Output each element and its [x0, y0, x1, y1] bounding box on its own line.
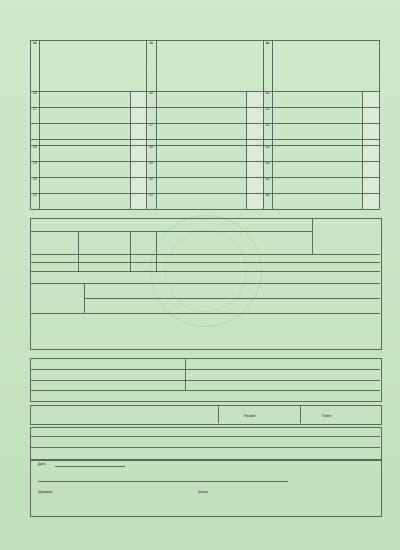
col-header	[156, 41, 263, 92]
item-result[interactable]	[130, 193, 147, 209]
item-number: 21.	[31, 193, 40, 209]
col-no: №	[31, 41, 40, 92]
item-text	[40, 91, 130, 107]
item-result[interactable]	[246, 91, 263, 107]
item-number: 37.	[147, 123, 156, 139]
item-number: 64.	[263, 161, 272, 177]
checklist-header-row	[31, 41, 380, 92]
item-result[interactable]	[130, 145, 147, 161]
item-text	[40, 177, 130, 193]
item-text	[40, 193, 130, 209]
item-result[interactable]	[130, 107, 147, 123]
item-text	[40, 107, 130, 123]
item-text	[40, 123, 130, 139]
item-text	[273, 193, 363, 209]
item-number: 65.	[263, 177, 272, 193]
item-number: 38.	[147, 145, 156, 161]
item-number: 18.	[31, 145, 40, 161]
item-number	[31, 123, 40, 139]
col-header	[40, 41, 147, 92]
item-number: 39.	[147, 161, 156, 177]
date-field[interactable]	[55, 466, 125, 467]
item-text	[156, 123, 246, 139]
checklist-table	[30, 40, 380, 210]
expert-field[interactable]	[38, 481, 288, 482]
item-number: 61.	[263, 107, 272, 123]
item-number: 20.	[31, 177, 40, 193]
item-number: 36.	[147, 91, 156, 107]
item-result[interactable]	[363, 145, 380, 161]
item-number: 66.	[263, 193, 272, 209]
item-result[interactable]	[246, 145, 263, 161]
item-text	[273, 161, 363, 177]
item-number	[147, 107, 156, 123]
item-result[interactable]	[246, 107, 263, 123]
item-text	[156, 161, 246, 177]
item-text	[40, 145, 130, 161]
repeat-frame	[30, 427, 382, 461]
item-text	[156, 107, 246, 123]
item-number: 60.	[263, 91, 272, 107]
checklist-row	[31, 145, 380, 161]
item-result[interactable]	[130, 161, 147, 177]
option-possible-en: Passed	[244, 414, 256, 418]
item-number: 62.	[263, 123, 272, 139]
item-number: 63.	[263, 145, 272, 161]
item-text	[40, 161, 130, 177]
col-no: №	[263, 41, 272, 92]
item-result[interactable]	[363, 107, 380, 123]
item-number: 19.	[31, 161, 40, 177]
stamp-en: Stamp	[198, 490, 208, 494]
item-result[interactable]	[130, 177, 147, 193]
checklist-row	[31, 107, 380, 123]
item-result[interactable]	[130, 91, 147, 107]
item-result[interactable]	[246, 123, 263, 139]
item-result[interactable]	[246, 177, 263, 193]
checklist-row	[31, 123, 380, 139]
item-text	[156, 145, 246, 161]
item-number: 40.	[147, 177, 156, 193]
checklist-row	[31, 161, 380, 177]
item-text	[273, 91, 363, 107]
checklist-row	[31, 193, 380, 209]
col-no: №	[147, 41, 156, 92]
checklist-row	[31, 91, 380, 107]
item-number: 17.	[31, 107, 40, 123]
col-header	[273, 41, 380, 92]
item-number: 16.	[31, 91, 40, 107]
item-result[interactable]	[363, 177, 380, 193]
item-text	[273, 145, 363, 161]
item-number: 41.	[147, 193, 156, 209]
checklist-row	[31, 177, 380, 193]
signature-en: Signature	[38, 490, 53, 494]
item-text	[273, 177, 363, 193]
item-result[interactable]	[246, 193, 263, 209]
item-result[interactable]	[130, 123, 147, 139]
item-result[interactable]	[363, 193, 380, 209]
item-result[interactable]	[363, 161, 380, 177]
option-impossible-en: Failed	[322, 414, 332, 418]
date-label: Дата	[38, 462, 46, 466]
item-text	[156, 91, 246, 107]
item-result[interactable]	[246, 161, 263, 177]
item-text	[273, 107, 363, 123]
item-text	[156, 193, 246, 209]
item-result[interactable]	[363, 123, 380, 139]
item-text	[156, 177, 246, 193]
item-text	[273, 123, 363, 139]
signoff-frame	[30, 459, 382, 517]
item-result[interactable]	[363, 91, 380, 107]
